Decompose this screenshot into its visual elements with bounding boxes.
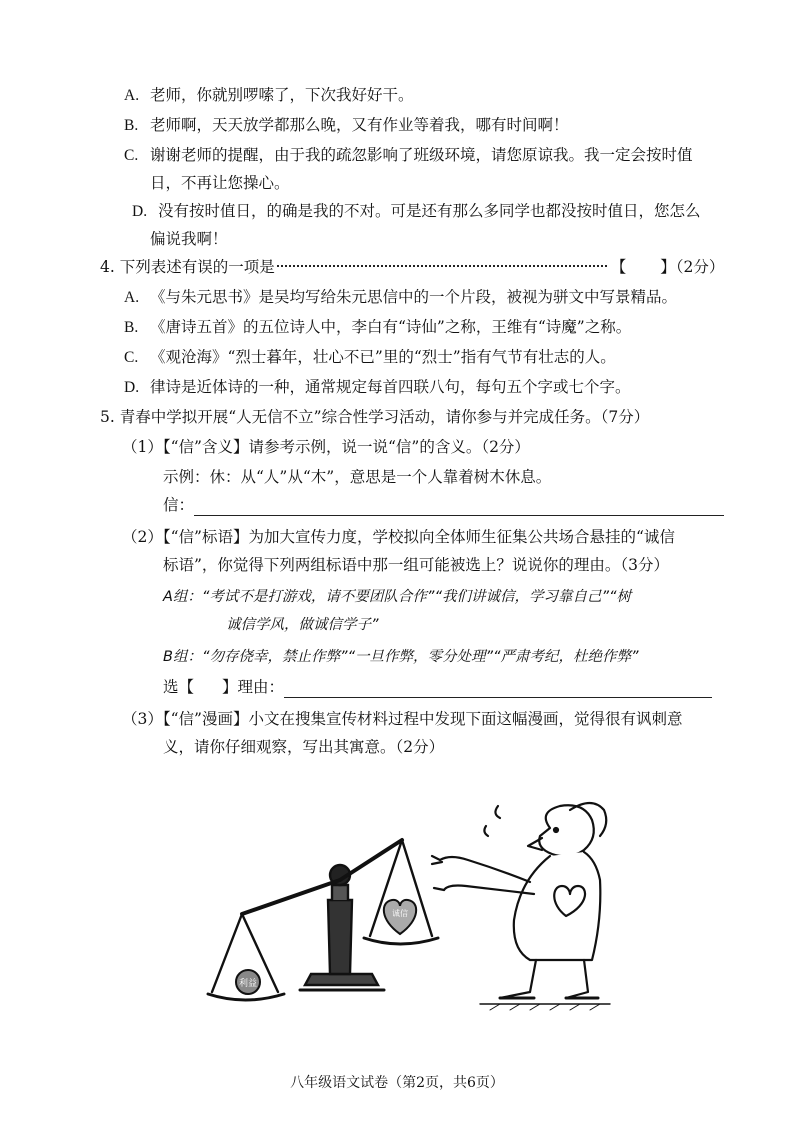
option-label: C. <box>124 349 139 366</box>
q5-sub2-choose <box>163 676 712 698</box>
sub-text: 【“信”漫画】小文在搜集宣传材料过程中发现下面这幅漫画，觉得很有讽刺意 <box>162 710 683 728</box>
answer-bracket-open: 【 <box>610 258 627 276</box>
option-text: 没有按时值日，的确是我的不对。可是还有那么多同学也都没按时值日，您怎么 <box>158 202 701 220</box>
option-text: 老师啊，天天放学都那么晚，又有作业等着我，哪有时间啊！ <box>150 116 569 134</box>
heart-icon <box>384 900 416 934</box>
sub-number: （2） <box>122 528 163 546</box>
q5-group-a: A组：“考试不是打游戏，请不要团队合作”“我们讲诚信，学习靠自己”“树 <box>163 589 631 605</box>
q3-option-a <box>124 84 414 107</box>
answer-bracket-close: 】 <box>660 258 676 276</box>
sub-number: （3） <box>122 710 163 728</box>
q3-option-d-cont: 偏说我啊！ <box>150 230 228 248</box>
option-label: A. <box>124 289 140 306</box>
q4-option-b <box>124 316 631 339</box>
puzzled-man-icon <box>432 803 610 1010</box>
option-label: C. <box>124 147 139 164</box>
q5-group-b: B组：“勿存侥幸，禁止作弊”“一旦作弊，零分处理”“严肃考纪，杜绝作弊” <box>163 649 639 665</box>
q5-sub1-answer <box>163 494 724 516</box>
sub-text: 【“信”含义】请参考示例，说一说“信”的含义。（2分） <box>162 438 530 456</box>
q4-stem <box>100 256 724 278</box>
answer-label: 信： <box>163 496 195 514</box>
coin-label: 利益 <box>238 979 258 989</box>
reason-line[interactable] <box>284 681 712 698</box>
option-text: 《唐诗五首》的五位诗人中，李白有“诗仙”之称，王维有“诗魔”之称。 <box>150 318 632 336</box>
cartoon-illustration <box>200 790 630 1030</box>
option-label: B. <box>124 319 139 336</box>
coin-icon <box>236 970 260 994</box>
q5-group-a-cont: 诚信学风，做诚信学子” <box>226 617 379 633</box>
q5-sub2-cont: 标语”，你觉得下列两组标语中那一组可能被选上？说说你的理由。（3分） <box>163 556 670 574</box>
option-text: 律诗是近体诗的一种，通常规定每首四联八句，每句五个字或七个字。 <box>150 378 631 396</box>
sub-text: 【“信”标语】为加大宣传力度，学校拟向全体师生征集公共场合悬挂的“诚信 <box>162 528 675 546</box>
q5-sub1-example: 示例：休：从“人”从“木”，意思是一个人靠着树木休息。 <box>163 468 552 486</box>
q4-option-d <box>124 376 631 399</box>
q3-option-b <box>124 114 569 137</box>
question-stem: 青春中学拟开展“人无信不立”综合性学习活动，请你参与并完成任务。（7分） <box>119 408 650 426</box>
option-label: B. <box>124 117 139 134</box>
choose-bracket-open: 选【 <box>163 678 195 696</box>
option-label: D. <box>124 379 140 396</box>
answer-line[interactable] <box>194 499 724 516</box>
q5-stem <box>100 406 649 428</box>
heart-label: 诚信 <box>392 909 408 918</box>
question-number: 4. <box>100 258 115 276</box>
page-footer: 八年级语文试卷（第2页，共6页） <box>290 1075 504 1091</box>
sub-number: （1） <box>122 438 163 456</box>
q3-option-c-cont: 日，不再让您操心。 <box>150 174 290 192</box>
q3-option-c <box>124 144 693 167</box>
q4-option-c <box>124 346 616 369</box>
option-label: D. <box>132 203 148 220</box>
reason-label: 】理由： <box>222 678 285 696</box>
dotted-leader <box>277 265 607 267</box>
option-text: 谢谢老师的提醒，由于我的疏忽影响了班级环境，请您原谅我。我一定会按时值 <box>150 146 693 164</box>
q5-sub3 <box>122 708 682 730</box>
option-text: 老师，你就别啰嗦了，下次我好好干。 <box>150 86 414 104</box>
q5-sub2 <box>122 526 675 548</box>
q3-option-d <box>132 200 701 223</box>
question-stem: 下列表述有误的一项是 <box>119 258 275 276</box>
option-text: 《观沧海》“烈士暮年，壮心不已”里的“烈士”指有气节有壮志的人。 <box>150 348 616 366</box>
q5-sub1 <box>122 436 530 458</box>
q5-sub3-cont: 义，请你仔细观察，写出其寓意。（2分） <box>163 738 445 756</box>
option-label: A. <box>124 87 140 104</box>
option-text: 《与朱元思书》是吴均写给朱元思信中的一个片段，被视为骈文中写景精品。 <box>150 288 678 306</box>
question-number: 5. <box>100 408 115 426</box>
q4-option-a <box>124 286 677 309</box>
question-score: （2分） <box>675 258 725 276</box>
